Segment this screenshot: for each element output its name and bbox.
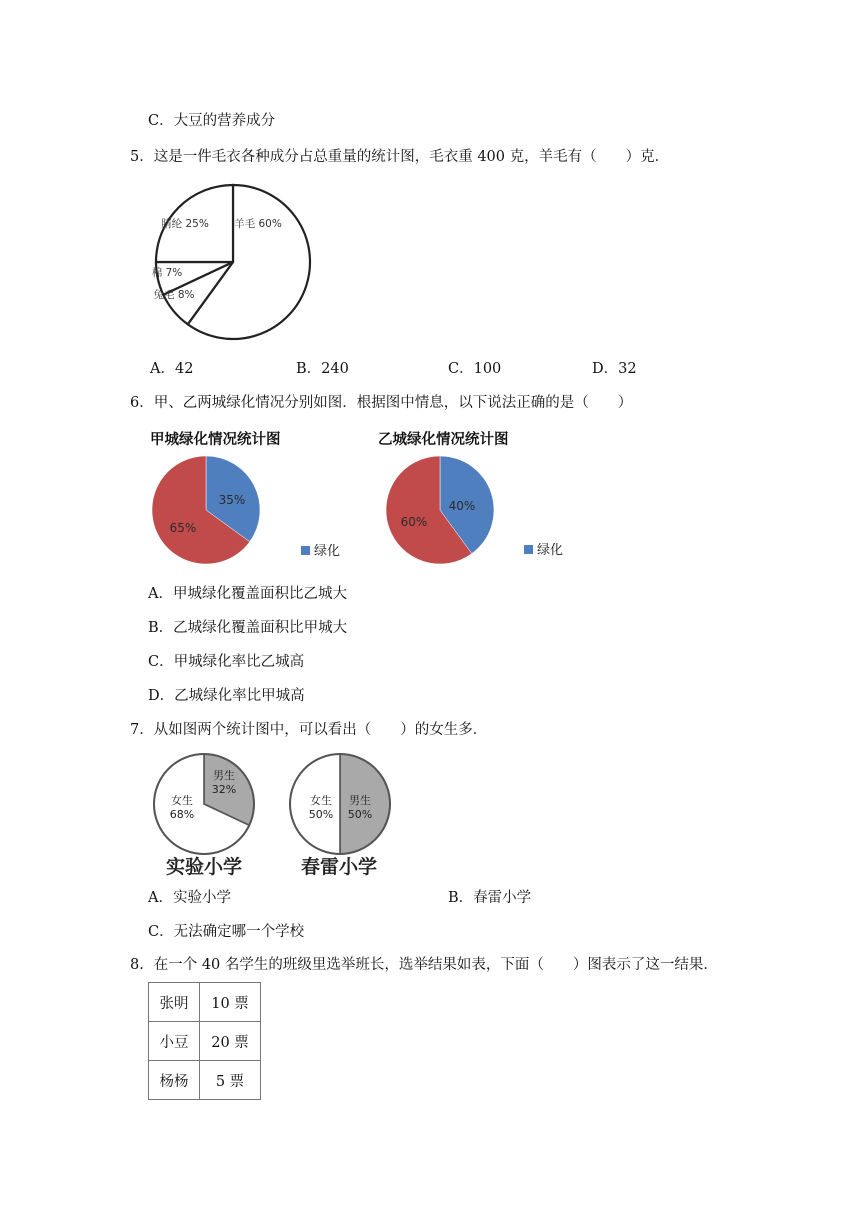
q6-stem: 6．甲、乙两城绿化情况分别如图．根据图中情息，以下说法正确的是（ ） (130, 395, 633, 411)
pie-slice-label: 60% (400, 515, 428, 529)
pie-slice-label: 男生 (349, 794, 371, 807)
q5-stem: 5．这是一件毛衣各种成分占总重量的统计图，毛衣重 400 克，羊毛有（ ）克． (130, 149, 670, 165)
table-row (149, 1022, 261, 1061)
q5-option-b: B．240 (296, 361, 349, 377)
pie-slice-label: 兔毛 8% (153, 289, 195, 301)
candidate-name: 小豆 (149, 1022, 200, 1061)
q7-option-c: C．无法确定哪一个学校 (148, 924, 305, 940)
q7-school-charts (146, 752, 400, 882)
pie-slice-label: 32% (211, 783, 237, 796)
pie-slice-label: 50% (308, 808, 334, 821)
pie-slice-label: 50% (347, 808, 373, 821)
vote-count: 20 票 (200, 1022, 261, 1061)
q6-option-a: A．甲城绿化覆盖面积比乙城大 (148, 586, 347, 602)
pie-slice-label: 女生 (171, 794, 193, 807)
pie-slice-label: 女生 (310, 794, 332, 807)
q6-option-c: C．甲城绿化率比乙城高 (148, 654, 305, 670)
city-b-legend-label: 绿化 (537, 543, 564, 558)
pie-slice-label: 68% (169, 808, 195, 821)
pie-slice-label: 棉 7% (151, 267, 183, 279)
vote-count: 5 票 (200, 1061, 261, 1100)
city-a-legend-swatch (301, 546, 310, 555)
table-row (149, 1061, 261, 1100)
q6-city-a-chart (146, 426, 372, 570)
city-a-chart-title: 甲城绿化情况统计图 (150, 432, 281, 448)
pie-slice-label: 35% (218, 493, 246, 507)
q6-option-d: D．乙城绿化率比甲城高 (148, 688, 305, 704)
q5-option-d: D．32 (592, 361, 637, 377)
q7-stem: 7．从如图两个统计图中，可以看出（ ）的女生多． (130, 722, 488, 738)
q7-option-a: A．实验小学 (148, 890, 231, 906)
q6-city-b-chart (374, 426, 574, 570)
city-b-legend-swatch (524, 545, 533, 554)
city-b-chart-title: 乙城绿化情况统计图 (378, 432, 509, 448)
q5-sweater-pie-chart (140, 180, 330, 345)
vote-count: 10 票 (200, 983, 261, 1022)
q5-option-c: C．100 (448, 361, 502, 377)
table-row (149, 983, 261, 1022)
q4-option-c: C．大豆的营养成分 (148, 113, 276, 129)
q7-option-b: B．春雷小学 (448, 890, 532, 906)
q6-option-b: B．乙城绿化覆盖面积比甲城大 (148, 620, 348, 636)
candidate-name: 杨杨 (149, 1061, 200, 1100)
pie-slice-label: 65% (169, 521, 197, 535)
city-a-legend-label: 绿化 (314, 544, 341, 559)
pie-slice-label: 腈纶 25% (161, 218, 209, 230)
q8-stem: 8．在一个 40 名学生的班级里选举班长，选举结果如表，下面（ ）图表示了这一结果． (130, 957, 718, 973)
candidate-name: 张明 (149, 983, 200, 1022)
school-a-title: 实验小学 (165, 856, 243, 878)
pie-slice-label: 羊毛 60% (234, 218, 282, 230)
pie-slice-label: 40% (448, 499, 476, 513)
school-b-title: 春雷小学 (300, 856, 378, 878)
pie-slice-label: 男生 (213, 769, 235, 782)
vote-results-table (148, 982, 261, 1100)
q5-option-a: A．42 (150, 361, 194, 377)
